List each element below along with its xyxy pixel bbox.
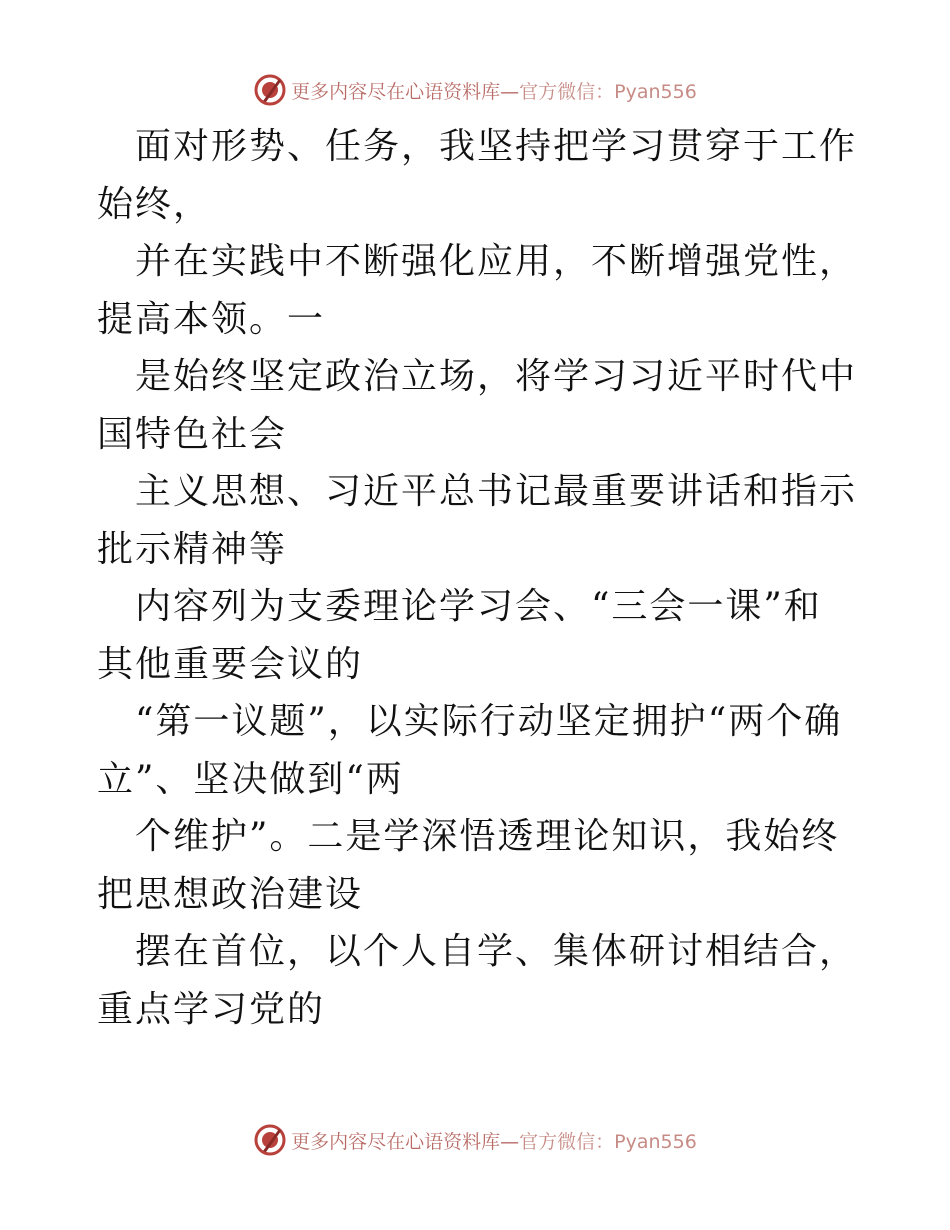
paragraph: 摆在首位，以个人自学、集体研讨相结合，重点学习党的 <box>97 931 858 1030</box>
banner-wechat: 官方微信：Pyan556 <box>519 80 697 103</box>
banner-brand: 更多内容尽在心语资料库 <box>291 80 501 103</box>
quill-seal-icon <box>253 73 287 107</box>
paragraph: 并在实践中不断强化应用，不断增强党性，提高本领。一 <box>97 241 858 340</box>
banner-separator: — <box>500 80 520 103</box>
paragraph: 内容列为支委理论学习会、“三会一课”和其他重要会议的 <box>97 586 822 685</box>
banner-brand: 更多内容尽在心语资料库 <box>291 1130 501 1153</box>
paragraph: “第一议题”，以实际行动坚定拥护“两个确立”、坚决做到“两 <box>97 701 843 800</box>
banner-separator: — <box>500 1130 520 1153</box>
paragraph: 主义思想、习近平总书记最重要讲话和指示批示精神等 <box>97 471 858 570</box>
paragraph: 是始终坚定政治立场，将学习习近平时代中国特色社会 <box>97 356 858 455</box>
header-banner-text <box>291 77 697 104</box>
quill-seal-icon <box>253 1123 287 1157</box>
document-body <box>97 118 857 1038</box>
header-banner <box>0 70 950 110</box>
footer-banner-text <box>291 1127 697 1154</box>
paragraph: 个维护”。二是学深悟透理论知识，我始终把思想政治建设 <box>97 816 840 915</box>
footer-banner <box>0 1120 950 1160</box>
paragraph: 面对形势、任务，我坚持把学习贯穿于工作始终， <box>97 126 858 225</box>
banner-wechat: 官方微信：Pyan556 <box>519 1130 697 1153</box>
